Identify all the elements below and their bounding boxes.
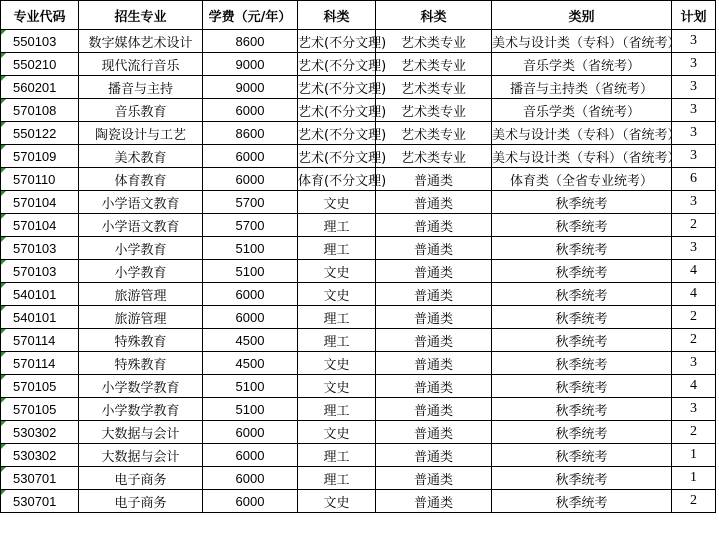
major-code-cell[interactable]: 530302: [1, 444, 79, 467]
category-cell[interactable]: 秋季统考: [492, 444, 672, 467]
major-code-cell[interactable]: 530302: [1, 421, 79, 444]
plan-cell[interactable]: 1: [672, 444, 716, 467]
table-row: [1, 145, 716, 168]
plan-cell[interactable]: 2: [672, 490, 716, 513]
major-code-cell[interactable]: 550210: [1, 53, 79, 76]
subject-category-cell[interactable]: 普通类: [376, 329, 492, 352]
table-row: [1, 467, 716, 490]
plan-cell[interactable]: 2: [672, 329, 716, 352]
table-row: [1, 122, 716, 145]
tuition-cell[interactable]: 8600: [203, 30, 298, 53]
table-row: [1, 260, 716, 283]
subject-type-cell[interactable]: 艺术(不分文理): [298, 30, 376, 53]
subject-category-cell[interactable]: 普通类: [376, 444, 492, 467]
subject-category-cell[interactable]: 艺术类专业: [376, 99, 492, 122]
major-name-cell[interactable]: 陶瓷设计与工艺: [79, 122, 203, 145]
subject-category-cell[interactable]: 普通类: [376, 214, 492, 237]
subject-type-cell[interactable]: 理工: [298, 398, 376, 421]
tuition-cell[interactable]: 6000: [203, 490, 298, 513]
tuition-cell[interactable]: 6000: [203, 283, 298, 306]
table-row: [1, 214, 716, 237]
plan-cell[interactable]: 3: [672, 237, 716, 260]
subject-type-cell[interactable]: 艺术(不分文理): [298, 145, 376, 168]
subject-type-cell[interactable]: 文史: [298, 421, 376, 444]
subject-category-cell[interactable]: 普通类: [376, 421, 492, 444]
subject-type-cell[interactable]: 艺术(不分文理): [298, 53, 376, 76]
header-row: [1, 1, 716, 30]
table-row: [1, 283, 716, 306]
category-cell[interactable]: 秋季统考: [492, 352, 672, 375]
category-cell[interactable]: 音乐学类（省统考）: [492, 99, 672, 122]
subject-type-cell[interactable]: 理工: [298, 444, 376, 467]
table-row: [1, 30, 716, 53]
subject-category-cell[interactable]: 艺术类专业: [376, 30, 492, 53]
table-row: [1, 444, 716, 467]
header-subject-type[interactable]: 科类: [298, 1, 376, 30]
tuition-cell[interactable]: 6000: [203, 306, 298, 329]
major-code-cell[interactable]: 570114: [1, 329, 79, 352]
header-major-name[interactable]: 招生专业: [79, 1, 203, 30]
category-cell[interactable]: 体育类（全省专业统考）: [492, 168, 672, 191]
category-cell[interactable]: 秋季统考: [492, 260, 672, 283]
major-code-cell[interactable]: 560201: [1, 76, 79, 99]
table-row: [1, 490, 716, 513]
category-cell[interactable]: 播音与主持类（省统考）: [492, 76, 672, 99]
tuition-cell[interactable]: 6000: [203, 99, 298, 122]
major-code-cell[interactable]: 570104: [1, 191, 79, 214]
major-name-cell[interactable]: 数字媒体艺术设计: [79, 30, 203, 53]
subject-category-cell[interactable]: 普通类: [376, 467, 492, 490]
tuition-cell[interactable]: 9000: [203, 76, 298, 99]
plan-cell[interactable]: 2: [672, 214, 716, 237]
major-code-cell[interactable]: 570105: [1, 398, 79, 421]
plan-cell[interactable]: 3: [672, 352, 716, 375]
subject-category-cell[interactable]: 艺术类专业: [376, 145, 492, 168]
category-cell[interactable]: 秋季统考: [492, 467, 672, 490]
major-name-cell[interactable]: 美术教育: [79, 145, 203, 168]
subject-type-cell[interactable]: 艺术(不分文理): [298, 99, 376, 122]
subject-type-cell[interactable]: 理工: [298, 329, 376, 352]
category-cell[interactable]: 秋季统考: [492, 329, 672, 352]
category-cell[interactable]: 秋季统考: [492, 191, 672, 214]
table-row: [1, 237, 716, 260]
major-name-cell[interactable]: 小学教育: [79, 260, 203, 283]
category-cell[interactable]: 秋季统考: [492, 306, 672, 329]
category-cell[interactable]: 秋季统考: [492, 490, 672, 513]
tuition-cell[interactable]: 5700: [203, 214, 298, 237]
tuition-cell[interactable]: 5100: [203, 260, 298, 283]
header-plan[interactable]: 计划: [672, 1, 716, 30]
major-name-cell[interactable]: 现代流行音乐: [79, 53, 203, 76]
tuition-cell[interactable]: 9000: [203, 53, 298, 76]
subject-type-cell[interactable]: 文史: [298, 490, 376, 513]
plan-cell[interactable]: 3: [672, 53, 716, 76]
subject-type-cell[interactable]: 文史: [298, 375, 376, 398]
table-row: [1, 191, 716, 214]
major-code-cell[interactable]: 540101: [1, 283, 79, 306]
plan-cell[interactable]: 4: [672, 260, 716, 283]
table-row: [1, 76, 716, 99]
major-code-cell[interactable]: 530701: [1, 467, 79, 490]
table-body: [1, 30, 716, 513]
tuition-cell[interactable]: 5100: [203, 375, 298, 398]
table-row: [1, 99, 716, 122]
major-code-cell[interactable]: 570114: [1, 352, 79, 375]
major-name-cell[interactable]: 小学数学教育: [79, 375, 203, 398]
major-code-cell[interactable]: 570104: [1, 214, 79, 237]
subject-category-cell[interactable]: 普通类: [376, 283, 492, 306]
plan-cell[interactable]: 2: [672, 306, 716, 329]
major-name-cell[interactable]: 电子商务: [79, 490, 203, 513]
tuition-cell[interactable]: 6000: [203, 467, 298, 490]
major-code-cell[interactable]: 530701: [1, 490, 79, 513]
plan-cell[interactable]: 3: [672, 30, 716, 53]
major-code-cell[interactable]: 570105: [1, 375, 79, 398]
plan-cell[interactable]: 3: [672, 76, 716, 99]
tuition-cell[interactable]: 4500: [203, 352, 298, 375]
plan-cell[interactable]: 3: [672, 122, 716, 145]
plan-cell[interactable]: 6: [672, 168, 716, 191]
tuition-cell[interactable]: 6000: [203, 168, 298, 191]
tuition-cell[interactable]: 6000: [203, 421, 298, 444]
table-row: [1, 329, 716, 352]
category-cell[interactable]: 秋季统考: [492, 375, 672, 398]
major-name-cell[interactable]: 大数据与会计: [79, 444, 203, 467]
major-code-cell[interactable]: 570109: [1, 145, 79, 168]
subject-category-cell[interactable]: 普通类: [376, 191, 492, 214]
plan-cell[interactable]: 1: [672, 467, 716, 490]
major-code-cell[interactable]: 570110: [1, 168, 79, 191]
category-cell[interactable]: 美术与设计类（专科）（省统考）: [492, 145, 672, 168]
subject-category-cell[interactable]: 艺术类专业: [376, 76, 492, 99]
subject-category-cell[interactable]: 普通类: [376, 398, 492, 421]
major-name-cell[interactable]: 音乐教育: [79, 99, 203, 122]
plan-cell[interactable]: 3: [672, 398, 716, 421]
major-name-cell[interactable]: 体育教育: [79, 168, 203, 191]
subject-type-cell[interactable]: 体育(不分文理): [298, 168, 376, 191]
major-name-cell[interactable]: 特殊教育: [79, 329, 203, 352]
header-category[interactable]: 类别: [492, 1, 672, 30]
category-cell[interactable]: 美术与设计类（专科）（省统考）: [492, 122, 672, 145]
tuition-cell[interactable]: 6000: [203, 145, 298, 168]
major-code-cell[interactable]: 570103: [1, 237, 79, 260]
table-row: [1, 352, 716, 375]
subject-type-cell[interactable]: 理工: [298, 467, 376, 490]
plan-cell[interactable]: 3: [672, 145, 716, 168]
category-cell[interactable]: 秋季统考: [492, 283, 672, 306]
header-subject-category[interactable]: 科类: [376, 1, 492, 30]
major-name-cell[interactable]: 小学数学教育: [79, 398, 203, 421]
subject-type-cell[interactable]: 艺术(不分文理): [298, 76, 376, 99]
subject-category-cell[interactable]: 普通类: [376, 352, 492, 375]
tuition-cell[interactable]: 4500: [203, 329, 298, 352]
major-name-cell[interactable]: 小学语文教育: [79, 214, 203, 237]
tuition-cell[interactable]: 5700: [203, 191, 298, 214]
subject-type-cell[interactable]: 理工: [298, 237, 376, 260]
tuition-cell[interactable]: 5100: [203, 237, 298, 260]
subject-type-cell[interactable]: 理工: [298, 306, 376, 329]
major-code-cell[interactable]: 540101: [1, 306, 79, 329]
category-cell[interactable]: 秋季统考: [492, 237, 672, 260]
table-row: [1, 375, 716, 398]
table-row: [1, 398, 716, 421]
major-code-cell[interactable]: 570103: [1, 260, 79, 283]
subject-type-cell[interactable]: 艺术(不分文理): [298, 122, 376, 145]
table-row: [1, 168, 716, 191]
plan-cell[interactable]: 4: [672, 283, 716, 306]
subject-category-cell[interactable]: 艺术类专业: [376, 122, 492, 145]
major-name-cell[interactable]: 电子商务: [79, 467, 203, 490]
subject-category-cell[interactable]: 普通类: [376, 375, 492, 398]
header-major-code[interactable]: 专业代码: [1, 1, 79, 30]
major-code-cell[interactable]: 550122: [1, 122, 79, 145]
category-cell[interactable]: 美术与设计类（专科）（省统考）: [492, 30, 672, 53]
tuition-cell[interactable]: 8600: [203, 122, 298, 145]
subject-category-cell[interactable]: 普通类: [376, 306, 492, 329]
major-name-cell[interactable]: 特殊教育: [79, 352, 203, 375]
subject-type-cell[interactable]: 文史: [298, 191, 376, 214]
category-cell[interactable]: 秋季统考: [492, 421, 672, 444]
subject-category-cell[interactable]: 艺术类专业: [376, 53, 492, 76]
plan-cell[interactable]: 2: [672, 421, 716, 444]
major-name-cell[interactable]: 大数据与会计: [79, 421, 203, 444]
plan-cell[interactable]: 3: [672, 191, 716, 214]
major-code-cell[interactable]: 550103: [1, 30, 79, 53]
header-tuition[interactable]: 学费（元/年）: [203, 1, 298, 30]
table-row: [1, 421, 716, 444]
table-row: [1, 306, 716, 329]
category-cell[interactable]: 秋季统考: [492, 214, 672, 237]
major-name-cell[interactable]: 小学语文教育: [79, 191, 203, 214]
category-cell[interactable]: 音乐学类（省统考）: [492, 53, 672, 76]
table-row: [1, 53, 716, 76]
major-name-cell[interactable]: 播音与主持: [79, 76, 203, 99]
major-code-cell[interactable]: 570108: [1, 99, 79, 122]
category-cell[interactable]: 秋季统考: [492, 398, 672, 421]
plan-cell[interactable]: 3: [672, 99, 716, 122]
subject-type-cell[interactable]: 文史: [298, 260, 376, 283]
subject-type-cell[interactable]: 文史: [298, 352, 376, 375]
tuition-cell[interactable]: 6000: [203, 444, 298, 467]
major-name-cell[interactable]: 旅游管理: [79, 306, 203, 329]
plan-cell[interactable]: 4: [672, 375, 716, 398]
tuition-cell[interactable]: 5100: [203, 398, 298, 421]
major-name-cell[interactable]: 小学教育: [79, 237, 203, 260]
subject-category-cell[interactable]: 普通类: [376, 490, 492, 513]
subject-type-cell[interactable]: 文史: [298, 283, 376, 306]
subject-type-cell[interactable]: 理工: [298, 214, 376, 237]
major-name-cell[interactable]: 旅游管理: [79, 283, 203, 306]
subject-category-cell[interactable]: 普通类: [376, 237, 492, 260]
subject-category-cell[interactable]: 普通类: [376, 260, 492, 283]
subject-category-cell[interactable]: 普通类: [376, 168, 492, 191]
